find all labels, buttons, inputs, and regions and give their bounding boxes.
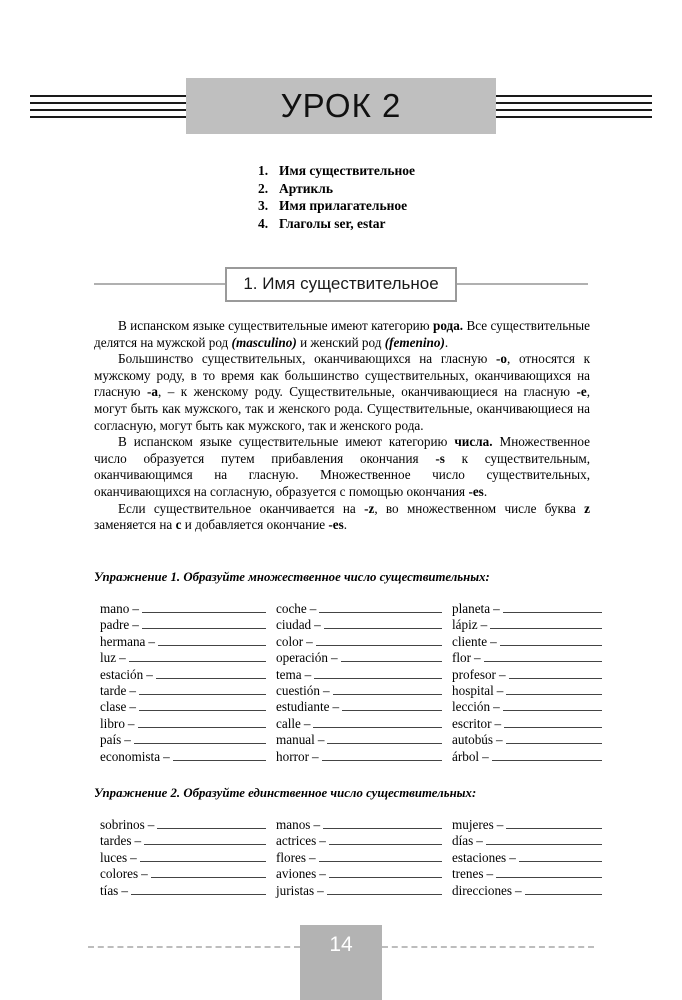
answer-blank[interactable] [503, 602, 602, 613]
word-answer-row [100, 850, 276, 866]
word-label: tarde [100, 682, 127, 698]
body-text [94, 318, 590, 534]
text-run: , могут быть как мужского, так и женского рода. Существительные, оканчивающиеся на согласную, могут быть как мужского, так и женского рода. [94, 384, 591, 433]
word-label: ciudad [276, 617, 312, 633]
word-dash: – [331, 650, 338, 666]
word-answer-row [276, 650, 452, 666]
answer-blank[interactable] [144, 834, 266, 845]
word-dash: – [163, 748, 170, 764]
word-label: aviones [276, 866, 317, 882]
answer-blank[interactable] [158, 635, 266, 646]
word-dash: – [496, 732, 503, 748]
word-label: hospital [452, 682, 494, 698]
word-label: estación [100, 666, 144, 682]
word-label: juristas [276, 882, 315, 898]
word-dash: – [303, 715, 311, 731]
answer-blank[interactable] [314, 668, 442, 679]
word-dash: – [480, 617, 488, 633]
word-answer-row [276, 601, 452, 617]
word-answer-row [100, 817, 276, 833]
word-dash: – [124, 732, 131, 748]
word-label: flor [452, 650, 472, 666]
word-dash: – [314, 617, 321, 633]
word-label: direcciones [452, 882, 513, 898]
lesson-contents-list [258, 162, 415, 232]
text-run-bold: числа. [454, 434, 493, 450]
word-answer-row [452, 699, 612, 715]
word-label: manos [276, 817, 311, 832]
word-answer-row [452, 683, 612, 699]
section-title: 1. Имя существительное [243, 273, 439, 293]
answer-blank[interactable] [341, 651, 442, 662]
answer-blank[interactable] [316, 635, 442, 646]
word-answer-row [452, 667, 612, 683]
word-label: clase [100, 699, 127, 715]
word-dash: – [304, 666, 312, 682]
word-label: días [452, 833, 474, 849]
header-rule-line [30, 116, 186, 118]
answer-blank[interactable] [319, 851, 442, 862]
text-run: Множественное число образуется путем прибавления окончания [94, 434, 590, 466]
list-item [258, 215, 415, 233]
text-run: . [343, 517, 348, 533]
word-label: luz [100, 650, 117, 666]
word-label: operación [276, 650, 328, 666]
footer-dashed-line-left [88, 946, 300, 948]
text-run-italic: (masculino) [231, 334, 297, 350]
text-run-bold: -es [468, 483, 484, 499]
word-answer-row [452, 617, 612, 633]
word-dash: – [498, 666, 506, 682]
text-run: , относятся к мужскому роду, в то время как большинство существительных, оканчивающихся на гласную [94, 351, 590, 400]
word-dash: – [332, 699, 340, 715]
list-item [258, 162, 415, 180]
header-rule-line [30, 102, 186, 104]
word-answer-row [452, 716, 612, 732]
section-rule-right [457, 283, 588, 285]
page-number: 14 [329, 933, 353, 956]
word-dash: – [476, 833, 483, 849]
answer-blank[interactable] [323, 818, 442, 829]
word-answer-row [276, 883, 452, 899]
text-run: и женский род [296, 334, 385, 350]
word-answer-row [452, 866, 612, 882]
word-column [100, 817, 276, 899]
answer-blank[interactable] [142, 602, 266, 613]
word-answer-row [100, 667, 276, 683]
word-answer-row [452, 850, 612, 866]
word-label: mano [100, 601, 130, 616]
answer-blank[interactable] [500, 635, 602, 646]
word-label: libro [100, 715, 125, 731]
answer-blank[interactable] [157, 818, 266, 829]
answer-blank[interactable] [486, 834, 602, 845]
word-dash: – [494, 715, 502, 731]
answer-blank[interactable] [342, 700, 442, 711]
word-answer-row [452, 817, 612, 833]
header-rule-line [496, 102, 652, 104]
word-dash: – [121, 882, 128, 898]
paragraph-4 [94, 501, 590, 534]
word-dash: – [311, 748, 319, 764]
word-label: hermana [100, 633, 146, 649]
answer-blank[interactable] [319, 602, 442, 613]
answer-blank[interactable] [131, 884, 266, 895]
text-run-bold: z [584, 500, 590, 516]
answer-blank[interactable] [496, 867, 602, 878]
header-rules-right [496, 84, 652, 128]
word-answer-row [452, 749, 612, 765]
answer-blank[interactable] [324, 618, 442, 629]
word-label: actrices [276, 833, 317, 849]
word-label: estaciones [452, 849, 507, 865]
text-run: В испанском языке существительные имеют категорию [118, 434, 455, 450]
text-run-bold: рода. [432, 318, 464, 333]
word-answer-row [452, 601, 612, 617]
word-dash: – [132, 617, 139, 633]
text-run: и добавляется окончание [181, 517, 329, 533]
answer-blank[interactable] [327, 884, 442, 895]
word-label: coche [276, 601, 307, 616]
text-run: Если существительное оканчивается на [118, 500, 365, 516]
word-dash: – [486, 866, 494, 882]
word-label: manual [276, 732, 315, 748]
word-dash: – [515, 882, 522, 898]
word-label: tías [100, 882, 119, 898]
word-label: horror [276, 748, 309, 764]
header-rule-line [496, 116, 652, 118]
answer-blank[interactable] [503, 700, 602, 711]
text-run: Все существительные делятся на мужской род [94, 318, 590, 350]
list-item [258, 197, 415, 215]
answer-blank[interactable] [313, 717, 442, 728]
word-dash: – [490, 633, 497, 649]
answer-blank[interactable] [484, 651, 602, 662]
word-dash: – [147, 817, 155, 832]
word-answer-row [100, 683, 276, 699]
word-answer-row [276, 683, 452, 699]
footer-dashed-line-right [382, 946, 594, 948]
section-title-box [225, 267, 456, 302]
word-dash: – [313, 817, 321, 832]
word-answer-row [276, 617, 452, 633]
word-dash: – [119, 650, 126, 666]
word-answer-row [276, 732, 452, 748]
section-rule-left [94, 283, 225, 285]
word-answer-row [276, 817, 452, 833]
word-answer-row [100, 866, 276, 882]
answer-blank[interactable] [151, 867, 266, 878]
word-label: sobrinos [100, 817, 145, 832]
text-run: , во множественном числе буква [374, 500, 585, 516]
word-dash: – [493, 601, 500, 616]
page-footer [0, 925, 682, 1000]
paragraph-2 [94, 351, 590, 434]
answer-blank[interactable] [139, 700, 266, 711]
exercise-2-title: Упражнение 2. Образуйте единственное число существительных: [94, 786, 477, 800]
word-label: color [276, 633, 304, 649]
word-answer-row [276, 833, 452, 849]
text-run-bold: -es [328, 517, 344, 533]
word-answer-row [100, 617, 276, 633]
text-run-bold: -s [435, 450, 445, 466]
lesson-title-box [186, 78, 496, 134]
word-dash: – [141, 866, 148, 882]
word-dash: – [509, 849, 516, 865]
answer-blank[interactable] [139, 684, 266, 695]
word-dash: – [127, 715, 135, 731]
word-answer-row [100, 601, 276, 617]
word-column [276, 817, 452, 899]
word-label: cliente [452, 633, 488, 649]
page-number-box [300, 925, 382, 1000]
word-dash: – [319, 866, 326, 882]
answer-blank[interactable] [506, 684, 602, 695]
word-answer-row [276, 716, 452, 732]
word-dash: – [319, 833, 326, 849]
answer-blank[interactable] [322, 750, 442, 761]
answer-blank[interactable] [329, 834, 442, 845]
answer-blank[interactable] [504, 717, 602, 728]
word-label: tardes [100, 833, 132, 849]
word-label: economista [100, 748, 161, 764]
text-run: . [444, 334, 449, 350]
text-run-bold: -z [364, 500, 375, 516]
word-dash: – [482, 748, 489, 764]
text-run-bold: c [175, 517, 182, 533]
word-answer-row [452, 833, 612, 849]
word-label: colores [100, 866, 139, 882]
header-rule-line [496, 95, 652, 97]
answer-blank[interactable] [492, 750, 602, 761]
word-answer-row [276, 850, 452, 866]
word-dash: – [309, 601, 317, 616]
header-rules-left [30, 84, 186, 128]
answer-blank[interactable] [506, 733, 602, 744]
word-answer-row [452, 883, 612, 899]
word-dash: – [493, 699, 500, 715]
text-run: , – к женскому роду. Существительные, оканчивающиеся на гласную [157, 384, 577, 400]
word-answer-row [276, 866, 452, 882]
word-answer-row [276, 699, 452, 715]
word-label: calle [276, 715, 301, 731]
word-answer-row [100, 883, 276, 899]
answer-blank[interactable] [327, 733, 442, 744]
word-label: mujeres [452, 817, 494, 832]
word-label: profesor [452, 666, 496, 682]
word-answer-row [100, 833, 276, 849]
answer-blank[interactable] [490, 618, 602, 629]
word-label: padre [100, 617, 130, 633]
answer-blank[interactable] [525, 884, 602, 895]
word-label: autobús [452, 732, 494, 748]
exercise-1-word-grid [100, 601, 612, 765]
answer-blank[interactable] [329, 867, 442, 878]
list-item-number: 2. [258, 180, 269, 196]
list-item-number: 3. [258, 198, 269, 213]
header-rule-line [30, 95, 186, 97]
word-dash: – [322, 682, 330, 698]
word-label: lápiz [452, 617, 478, 633]
word-dash: – [130, 849, 137, 865]
word-column [452, 817, 612, 899]
text-run: заменяется на [94, 517, 176, 533]
list-item-number: 1. [258, 163, 269, 178]
answer-blank[interactable] [519, 851, 602, 862]
word-dash: – [306, 633, 313, 649]
list-item-label: Артикль [279, 180, 333, 196]
text-run: . [483, 483, 488, 499]
word-answer-row [100, 699, 276, 715]
header-rule-line [496, 109, 652, 111]
text-run: В испанском языке существительные имеют категорию [118, 318, 433, 333]
word-answer-row [100, 634, 276, 650]
word-answer-row [452, 732, 612, 748]
answer-blank[interactable] [134, 733, 266, 744]
answer-blank[interactable] [140, 851, 266, 862]
word-dash: – [132, 601, 139, 616]
word-answer-row [276, 749, 452, 765]
list-item-label: Глаголы ser, estar [279, 215, 386, 231]
word-dash: – [134, 833, 142, 849]
word-dash: – [129, 682, 136, 698]
word-dash: – [148, 633, 155, 649]
word-label: país [100, 732, 122, 748]
word-dash: – [146, 666, 153, 682]
word-label: luces [100, 849, 128, 865]
word-column [100, 601, 276, 765]
word-dash: – [317, 882, 324, 898]
list-item-label: Имя существительное [279, 163, 416, 178]
word-dash: – [496, 682, 504, 698]
word-label: lección [452, 699, 491, 715]
list-item-number: 4. [258, 215, 269, 231]
word-answer-row [100, 732, 276, 748]
text-run-bold: -е [576, 384, 587, 400]
word-label: planeta [452, 601, 491, 616]
word-answer-row [100, 716, 276, 732]
list-item [258, 180, 415, 198]
word-label: escritor [452, 715, 492, 731]
header-rule-line [30, 109, 186, 111]
word-answer-row [276, 634, 452, 650]
answer-blank[interactable] [142, 618, 266, 629]
text-run-bold: -о [496, 351, 508, 367]
word-dash: – [474, 650, 481, 666]
word-label: estudiante [276, 699, 330, 715]
word-dash: – [496, 817, 504, 832]
answer-blank[interactable] [129, 651, 266, 662]
answer-blank[interactable] [506, 818, 602, 829]
paragraph-3 [94, 434, 590, 500]
text-run-bold: -а [146, 384, 158, 400]
paragraph-1 [94, 318, 590, 351]
word-answer-row [276, 667, 452, 683]
word-label: tema [276, 666, 302, 682]
text-run: Большинство существительных, оканчивающихся на гласную [118, 351, 497, 367]
text-run-italic: (femenino) [384, 334, 445, 350]
section-heading [0, 265, 682, 303]
word-label: trenes [452, 866, 484, 882]
answer-blank[interactable] [173, 750, 266, 761]
answer-blank[interactable] [138, 717, 266, 728]
lesson-header [0, 78, 682, 134]
exercise-2-word-grid [100, 817, 612, 899]
word-answer-row [452, 634, 612, 650]
word-label: flores [276, 849, 307, 865]
word-answer-row [452, 650, 612, 666]
text-run: к существительным, оканчивающимся на гласную. Множественное число существительных, оканчивающихся на согласную, образуется с помощью окончания [94, 450, 590, 499]
exercise-1-title: Упражнение 1. Образуйте множественное число существительных: [94, 570, 490, 584]
list-item-label: Имя прилагательное [279, 198, 408, 213]
answer-blank[interactable] [509, 668, 602, 679]
word-label: árbol [452, 748, 480, 764]
word-dash: – [317, 732, 325, 748]
word-column [452, 601, 612, 765]
word-column [276, 601, 452, 765]
lesson-title: УРОК 2 [280, 87, 402, 124]
word-dash: – [129, 699, 136, 715]
answer-blank[interactable] [333, 684, 442, 695]
word-label: cuestión [276, 682, 320, 698]
answer-blank[interactable] [156, 668, 266, 679]
word-answer-row [100, 749, 276, 765]
word-dash: – [309, 849, 316, 865]
word-answer-row [100, 650, 276, 666]
